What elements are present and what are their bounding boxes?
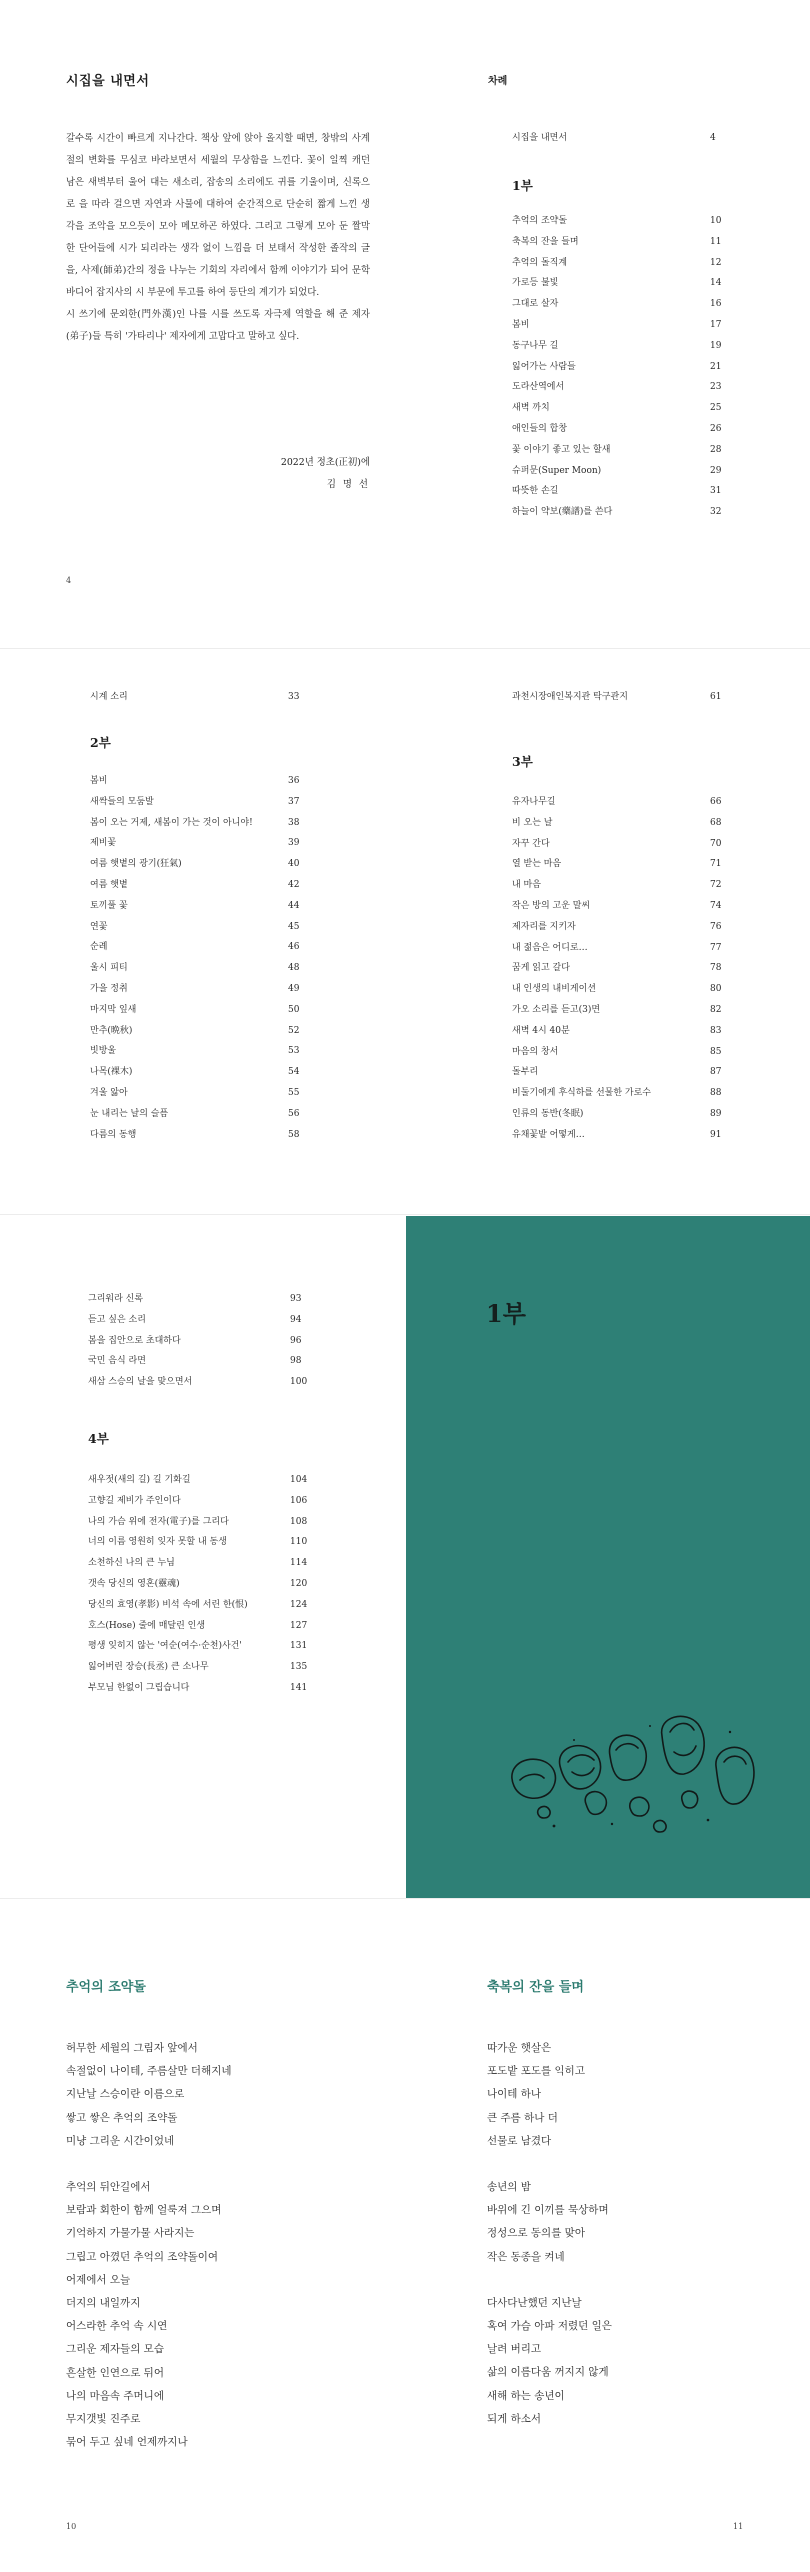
toc-item-title: 국민 음식 라면 (88, 1356, 146, 1367)
toc-item[interactable] (512, 461, 736, 482)
toc-item[interactable] (512, 398, 736, 419)
toc-item[interactable] (90, 896, 314, 917)
toc-item[interactable] (512, 1083, 736, 1104)
toc-item-title: 잃어버린 장승(長丞) 큰 소나무 (88, 1662, 209, 1673)
toc-list-part3 (512, 792, 736, 1146)
toc-item-title: 다름의 동행 (90, 1129, 137, 1140)
toc-item[interactable] (88, 1310, 316, 1331)
toc-carryover (90, 687, 314, 708)
poem-line: 그리운 제자들의 모습 (66, 2343, 164, 2356)
poem-line: 다사다난했던 지난날 (487, 2296, 582, 2309)
preface-date: 2022년 정초(正初)에 (280, 457, 370, 468)
toc-item[interactable] (90, 1125, 314, 1146)
poem-line: 새해 하는 송년이 (487, 2389, 565, 2402)
toc-item-title: 여름 햇볕 (90, 879, 128, 890)
toc-item-page: 135 (290, 1662, 308, 1673)
poem-stanza (66, 2037, 386, 2153)
toc-item-page: 44 (288, 900, 300, 911)
toc-item-title: 마지막 잎새 (90, 1004, 137, 1015)
toc-item-title: 슈퍼문(Super Moon) (512, 465, 602, 476)
toc-item-title: 유자나무길 (512, 797, 556, 807)
toc-item-page: 91 (710, 1129, 722, 1140)
toc-item-page: 88 (710, 1088, 722, 1099)
toc-item[interactable]: 시계 소리 33 (90, 692, 300, 702)
preface-signature (180, 452, 370, 496)
toc-item[interactable] (90, 958, 314, 979)
toc-item[interactable] (512, 336, 736, 357)
toc-item[interactable] (90, 1083, 314, 1104)
toc-item[interactable] (512, 294, 736, 315)
toc-item-title: 울시 피티 (90, 963, 128, 974)
poem-line: 바위에 긴 이끼를 묵상하며 (487, 2204, 609, 2217)
poem-line: 따가운 햇살은 (487, 2042, 552, 2054)
toc-item-title: 새벽 4시 40분 (512, 1025, 570, 1036)
page-number: 10 (66, 2522, 77, 2531)
toc-item[interactable]: 과천시장애인복지관 탁구관지 61 (512, 692, 722, 702)
toc-item-title: 제비꽃 (90, 838, 117, 849)
poem-line: 추억의 뒤안길에서 (66, 2181, 151, 2194)
poem-stanza (487, 2176, 767, 2269)
toc-item[interactable] (512, 938, 736, 959)
toc-item-page: 82 (710, 1004, 722, 1015)
toc-item-page: 11 (710, 236, 722, 247)
toc-item-page: 40 (288, 859, 300, 870)
poem-line: 더지의 내일까지 (66, 2297, 141, 2310)
toc-item-page: 53 (288, 1046, 300, 1057)
toc-item-title: 자꾸 간다 (512, 838, 550, 849)
toc-item-title: 비둘기에게 후식하를 선물한 가로수 (512, 1088, 651, 1099)
toc-item-page: 54 (288, 1067, 300, 1078)
toc-item[interactable] (90, 1062, 314, 1083)
part-heading: 3부 (512, 754, 533, 769)
part-title: 1부 (486, 1299, 526, 1328)
toc-item[interactable] (512, 917, 736, 938)
toc-item[interactable] (512, 1125, 736, 1146)
toc-item[interactable] (512, 502, 736, 523)
preface-paragraph: 갈수록 시간이 빠르게 지나간다. 책상 앞에 앉아 올지할 때면, 창밖의 사계절의 변화를 무심코 바라보면서 세월의 무상함을 느낀다. 꽃이 일찍 캐던 남은 새벽부터 울어 대는 새소리, 잡송의 소리에도 귀를 기울이며, 신록으로 을 따라 걸으면 자연과 사물에 대하여 순간적으로 단순히 짧게 느낀 생각을 조악을 모으듯이 모아 메모하곤 하였다. 그리고 그렇게 모아 둔 짤막한 단어들에 시가 되리라는 생각 없이 느낌을 더 보태서 작성한 졸작의 글을, 사제(師弟)간의 정을 나누는 기회의 자리에서 함께 이야기가 되어 문학바디어 잡지사의 시 부문에 투고를 하여 등단의 계기가 되었다. (66, 133, 370, 298)
toc-item[interactable] (88, 1532, 316, 1553)
preface-title: 시집을 내면서 (66, 74, 150, 89)
toc-item-title: 내 젊음은 어디로… (512, 942, 588, 953)
toc-item-page: 131 (290, 1641, 308, 1652)
poem-title: 추억의 조약돌 (66, 1980, 146, 1995)
toc-item-page: 50 (288, 1004, 300, 1015)
toc-item-title: 소천하신 나의 큰 누님 (88, 1558, 175, 1569)
toc-item-page: 46 (288, 942, 300, 953)
toc-item-page: 96 (290, 1335, 302, 1346)
toc-item-title: 갯속 당신의 영혼(靈魂) (88, 1578, 180, 1589)
poem-line: 송년의 밤 (487, 2181, 531, 2194)
toc-item[interactable] (512, 834, 736, 855)
toc-item[interactable] (512, 481, 736, 502)
toc-item-page: 124 (290, 1599, 308, 1610)
toc-item-title: 봄이 오는 거제, 새봄이 가는 것이 아니야! (90, 817, 253, 828)
toc-item-title: 여름 햇볕의 광기(狂氣) (90, 859, 182, 870)
page-number: 11 (733, 2522, 744, 2531)
toc-item-page: 141 (290, 1682, 308, 1693)
toc-item[interactable] (512, 357, 736, 378)
toc-item-title: 내 마음 (512, 880, 541, 891)
part-heading: 2부 (90, 735, 111, 750)
poem-line: 정성으로 동의를 맞아 (487, 2227, 585, 2240)
toc-item-page: 85 (710, 1046, 722, 1057)
toc-item[interactable] (90, 917, 314, 938)
poem-title: 축복의 잔을 들며 (487, 1980, 584, 1995)
toc-item[interactable] (512, 1062, 736, 1083)
toc-item[interactable]: 시집을 내면서 4 (512, 133, 716, 143)
toc-item-page: 36 (288, 776, 300, 786)
toc-item-page: 56 (288, 1108, 300, 1119)
toc-item-page: 19 (710, 340, 722, 351)
toc-item-title: 부모님 한없이 그립습니다 (88, 1682, 190, 1693)
toc-carryover (512, 687, 736, 708)
toc-item[interactable] (512, 813, 736, 834)
toc-item[interactable] (90, 854, 314, 875)
river-stones-illustration (494, 1696, 774, 1856)
toc-item-title: 마음의 창서 (512, 1046, 559, 1057)
toc-item[interactable] (90, 937, 314, 958)
toc-item-title: 작은 방의 고운 말씨 (512, 900, 591, 911)
toc-item-page: 93 (290, 1294, 302, 1304)
toc-item[interactable] (90, 875, 314, 896)
poem-line: 혹여 가슴 아파 저렸던 일은 (487, 2320, 612, 2333)
preface-body (66, 128, 370, 348)
toc-item-page: 48 (288, 963, 300, 974)
toc-item-page: 87 (710, 1067, 722, 1078)
toc-item-page: 70 (710, 838, 722, 849)
toc-item-page: 120 (290, 1578, 308, 1589)
toc-item-page: 16 (710, 299, 722, 310)
toc-item-page: 31 (710, 486, 722, 497)
toc-item[interactable] (512, 1104, 736, 1125)
toc-item-title: 하늘이 약보(藥譜)를 쓴다 (512, 507, 613, 518)
toc-item[interactable] (90, 813, 314, 834)
toc-item-page: 80 (710, 984, 722, 995)
toc-item-title: 애인들의 합창 (512, 423, 568, 434)
toc-item-title: 평생 잊히지 않는 '여순(여수·순천)사건' (88, 1641, 242, 1652)
poem-line: 속절없이 나이테, 주름살만 더해지네 (66, 2065, 232, 2078)
poem-line: 지난날 스승이란 이름으로 (66, 2088, 185, 2101)
poem-line: 날려 버리고 (487, 2343, 542, 2356)
toc-item-title: 가로등 불빛 (512, 278, 559, 289)
toc-item[interactable] (512, 854, 736, 875)
page-number: 4 (66, 576, 72, 585)
preface-author: 김 명 선 (326, 479, 370, 490)
toc-item-page: 104 (290, 1475, 308, 1485)
toc-item[interactable] (90, 979, 314, 1000)
toc-item[interactable] (90, 1000, 314, 1021)
toc-item[interactable] (88, 1289, 316, 1310)
toc-item-page: 66 (710, 797, 722, 807)
toc-item[interactable] (88, 1678, 316, 1699)
toc-item-page: 26 (710, 423, 722, 434)
toc-item-title: 나의 가슴 위에 전자(電子)를 그리다 (88, 1516, 229, 1527)
toc-item-title: 호스(Hose) 줄에 매달린 인생 (88, 1620, 206, 1631)
toc-item[interactable] (512, 273, 736, 294)
toc-item-title: 추억의 돌직계 (512, 257, 568, 268)
toc-item-title: 봄비 (90, 776, 108, 786)
toc-item[interactable] (512, 315, 736, 336)
toc-item-title: 새삼 스승의 날을 맞으면서 (88, 1377, 193, 1388)
toc-item-page: 98 (290, 1356, 302, 1367)
toc-item[interactable] (90, 771, 314, 792)
toc-item-page: 28 (710, 444, 722, 455)
toc-item-title: 연꽃 (90, 921, 108, 932)
toc-item-page: 78 (710, 963, 722, 974)
toc-item-page: 72 (710, 880, 722, 891)
poem-line: 어스라한 추억 속 시연 (66, 2320, 168, 2333)
toc-item-page: 55 (288, 1087, 300, 1098)
toc-item-page: 39 (288, 838, 300, 849)
toc-item-page: 68 (710, 817, 722, 828)
poem-line: 나의 마음속 주머니에 (66, 2389, 164, 2402)
toc-item-page: 49 (288, 983, 300, 994)
toc-item-page: 83 (710, 1025, 722, 1036)
toc-item[interactable] (512, 253, 736, 274)
toc-item-title: 도라산역에서 (512, 382, 565, 393)
toc-item-title: 가오 소리를 듣고(3)면 (512, 1004, 601, 1015)
poem-stanza (487, 2037, 767, 2153)
toc-item[interactable] (512, 419, 736, 440)
toc-item-title: 제자리를 지키자 (512, 921, 576, 932)
toc-item-title: 인류의 동반(冬眠) (512, 1108, 584, 1119)
toc-item-page: 52 (288, 1025, 300, 1036)
toc-item-title: 봄을 집안으로 초대하다 (88, 1335, 181, 1346)
toc-item-title: 비 오는 날 (512, 817, 553, 828)
toc-item-title: 그리워라 신록 (88, 1294, 144, 1304)
toc-item[interactable] (90, 1021, 314, 1042)
toc-item-page: 23 (710, 382, 722, 393)
toc-item[interactable] (512, 896, 736, 917)
toc-item-page: 76 (710, 921, 722, 932)
toc-item-title: 꽃 이야기 좋고 있는 할새 (512, 444, 611, 455)
toc-item[interactable] (512, 1042, 736, 1063)
toc-item-title: 추억의 조약돌 (512, 216, 568, 226)
toc-item-title: 만추(晩秋) (90, 1025, 133, 1036)
toc-item-title: 듣고 싶은 소리 (88, 1314, 146, 1325)
poem-line: 어제에서 오늘 (66, 2273, 131, 2286)
toc-item[interactable] (512, 377, 736, 398)
toc-item-page: 100 (290, 1377, 308, 1388)
poem-line: 미냥 그리운 시간이었네 (66, 2134, 175, 2147)
toc-item[interactable] (90, 833, 314, 854)
poem-line: 허무한 세월의 그림자 앞에서 (66, 2042, 198, 2054)
toc-item-title: 고향길 제비가 주인이다 (88, 1495, 181, 1506)
toc-item[interactable] (88, 1636, 316, 1657)
toc-item[interactable] (512, 440, 736, 461)
toc-heading: 차례 (488, 76, 508, 87)
toc-item-page: 58 (288, 1129, 300, 1140)
toc-item[interactable] (88, 1470, 316, 1491)
toc-list-part3-end (88, 1289, 316, 1393)
toc-item[interactable] (512, 979, 736, 1000)
toc-item-page: 114 (290, 1558, 308, 1569)
toc-item-title: 새벽 까치 (512, 403, 550, 414)
toc-item-title: 눈 내리는 날의 슬픔 (90, 1108, 169, 1119)
toc-item[interactable] (88, 1616, 316, 1637)
toc-item-page: 89 (710, 1108, 722, 1119)
toc-item[interactable] (88, 1351, 316, 1372)
toc-item-page: 94 (290, 1314, 302, 1325)
poem-line: 되게 하소서 (487, 2412, 542, 2425)
toc-item[interactable] (88, 1331, 316, 1352)
toc-item-page: 74 (710, 900, 722, 911)
toc-item[interactable] (88, 1595, 316, 1616)
toc-item[interactable] (512, 958, 736, 979)
toc-item-title: 꿈게 읽고 갈다 (512, 963, 570, 974)
toc-item-page: 29 (710, 465, 722, 476)
toc-item-title: 돌부리 (512, 1067, 539, 1078)
toc-item-page: 21 (710, 361, 722, 372)
toc-item-title: 나목(裸木) (90, 1067, 133, 1078)
toc-item[interactable] (90, 1104, 314, 1125)
toc-item[interactable] (88, 1657, 316, 1678)
toc-item-title: 따뜻한 손길 (512, 486, 559, 497)
toc-item[interactable] (88, 1553, 316, 1574)
toc-item-title: 동구나무 길 (512, 340, 559, 351)
poem-line: 그립고 아꼈던 추억의 조약돌이여 (66, 2250, 219, 2263)
toc-item-page: 71 (710, 859, 722, 870)
toc-item-title: 열 받는 마음 (512, 859, 562, 870)
toc-item-title: 잃어가는 사람들 (512, 361, 576, 372)
toc-item-page: 32 (710, 507, 722, 518)
toc-item-page: 45 (288, 921, 300, 932)
poem-line: 큰 주름 하나 더 (487, 2111, 558, 2124)
toc-item-page: 10 (710, 216, 722, 226)
poem-line: 나이테 하나 (487, 2088, 542, 2101)
toc-item-title: 겨울 앓아 (90, 1087, 128, 1098)
toc-list-part2 (90, 771, 314, 1145)
toc-item-title: 순례 (90, 942, 108, 953)
toc-item[interactable] (512, 875, 736, 896)
poem-line: 무지갯빛 진주로 (66, 2413, 141, 2426)
poem-line: 묶어 두고 싶네 언제까지나 (66, 2436, 188, 2449)
toc-item-title: 유채꽃밭 어떻게… (512, 1129, 585, 1140)
toc-item-title: 축복의 잔을 들며 (512, 236, 579, 247)
toc-item-title: 당신의 효영(孝影) 비석 속에 서린 한(恨) (88, 1599, 248, 1610)
toc-item-page: 42 (288, 879, 300, 890)
toc-item-page: 12 (710, 257, 722, 268)
toc-item[interactable] (88, 1491, 316, 1512)
toc-intro (512, 128, 736, 149)
part-heading: 1부 (512, 178, 533, 193)
toc-item[interactable] (512, 792, 736, 813)
toc-item[interactable] (512, 1000, 736, 1021)
toc-item-page: 38 (288, 817, 300, 828)
toc-item[interactable] (512, 1021, 736, 1042)
toc-item[interactable] (88, 1372, 316, 1393)
poem-line: 삶의 이름다움 꺼지지 않게 (487, 2366, 609, 2379)
toc-item-title: 새싹들의 모둠발 (90, 796, 154, 807)
toc-item-title: 그대로 살자 (512, 299, 559, 310)
toc-item-page: 17 (710, 319, 722, 330)
preface-paragraph: 시 쓰기에 문외한(門外漢)인 나를 시를 쓰도록 자극제 역할을 해 준 제자(弟子)들 특히 '가타리나' 제자에게 고맙다고 말하고 싶다. (66, 309, 370, 342)
toc-item-title: 내 인생의 내비게이션 (512, 984, 596, 995)
poem-line: 선물로 남겼다 (487, 2134, 552, 2147)
toc-item[interactable] (88, 1574, 316, 1595)
toc-item-title: 빗방울 (90, 1046, 117, 1057)
poem-line: 보람과 회한이 함께 얼룩져 그으며 (66, 2204, 222, 2217)
toc-item-page: 108 (290, 1516, 308, 1527)
toc-item-page: 25 (710, 403, 722, 414)
toc-item-page: 110 (290, 1537, 308, 1548)
poem-line: 쌓고 쌓은 추억의 조약돌 (66, 2111, 178, 2124)
toc-item-page: 127 (290, 1620, 308, 1631)
poem-stanza (66, 2176, 386, 2454)
toc-item[interactable] (88, 1512, 316, 1533)
poem-body (487, 2037, 767, 2454)
toc-item-page: 14 (710, 278, 722, 289)
poem-stanza (487, 2292, 767, 2431)
toc-item[interactable] (90, 792, 314, 813)
toc-item-page: 77 (710, 942, 722, 953)
poem-line: 기억하지 가물가물 사라지는 (66, 2227, 195, 2240)
toc-list-part1 (512, 211, 736, 523)
poem-body (66, 2037, 386, 2477)
poem-line: 작은 동종을 켜네 (487, 2250, 565, 2263)
toc-item-title: 새우젓(새의 길) 길 기화길 (88, 1475, 191, 1485)
toc-item-title: 토끼풀 꽃 (90, 900, 128, 911)
toc-item[interactable] (512, 211, 736, 232)
toc-list-part4 (88, 1470, 316, 1699)
toc-item-page: 106 (290, 1495, 308, 1506)
toc-item-page: 37 (288, 796, 300, 807)
part-heading: 4부 (88, 1431, 109, 1446)
part-divider-page (406, 1216, 810, 1898)
toc-item-title: 가을 정취 (90, 983, 128, 994)
toc-item-title: 너의 이름 영원히 잊자 못할 내 동생 (88, 1537, 227, 1548)
toc-item[interactable] (90, 1041, 314, 1062)
toc-item-title: 봄비 (512, 319, 530, 330)
poem-line: 포도밭 포도를 익히고 (487, 2065, 585, 2078)
poem-line: 흔살한 인연으로 뒤어 (66, 2366, 164, 2379)
toc-item[interactable] (512, 232, 736, 253)
